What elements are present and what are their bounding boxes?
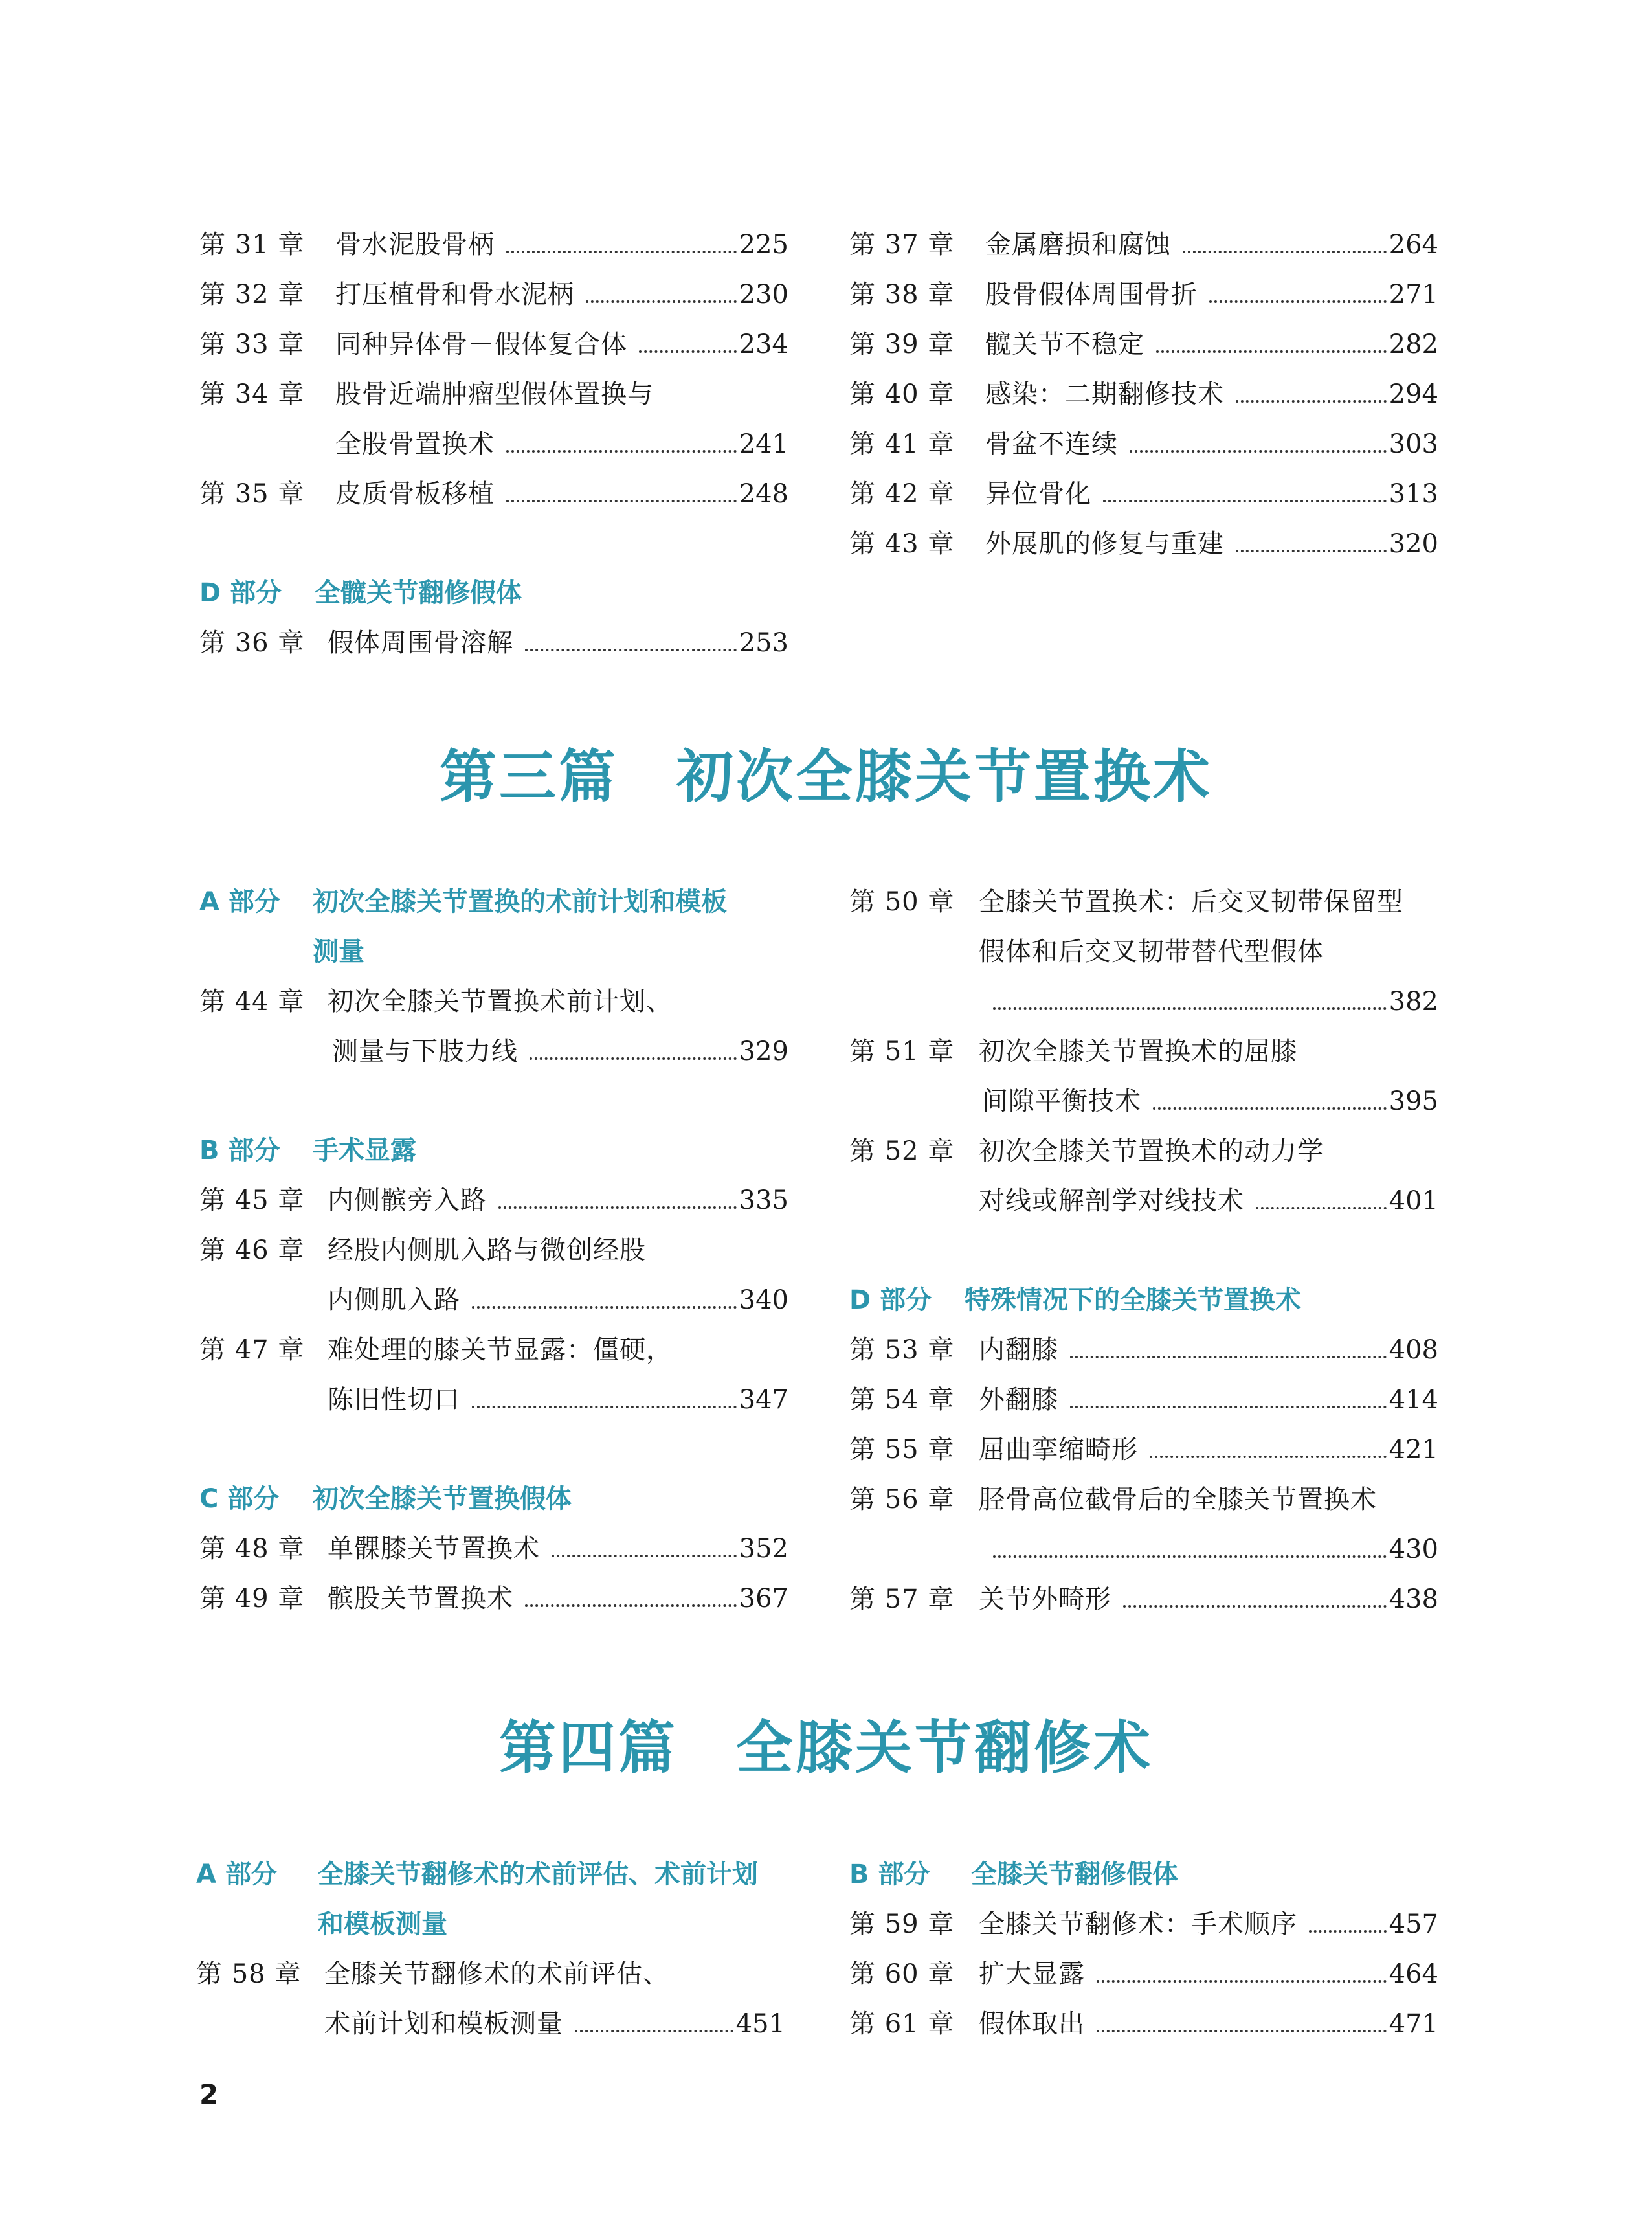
part-label: B 部分 — [199, 1136, 280, 1165]
toc-entry-continued[interactable] — [849, 977, 1438, 1027]
toc-entry[interactable] — [199, 1524, 788, 1574]
chapter-number: 第 39 章 — [849, 330, 955, 359]
chapter-title: 全膝关节置换术：后交叉韧带保留型 — [979, 887, 1403, 917]
toc-entry[interactable] — [849, 1127, 1438, 1176]
leader-dots — [506, 500, 737, 502]
part-label: B 部分 — [849, 1860, 930, 1889]
section-title: 初次全膝关节置换术 — [676, 743, 1213, 810]
page-ref: 253 — [739, 628, 788, 658]
section-number: 第三篇 — [439, 743, 618, 810]
part-label: D 部分 — [199, 578, 282, 608]
chapter-title: 关节外畸形 — [979, 1584, 1111, 1614]
chapter-title: 屈曲挛缩畸形 — [979, 1435, 1138, 1465]
page-ref: 241 — [739, 429, 788, 459]
chapter-title: 单髁膝关节置换术 — [328, 1534, 540, 1564]
sec4-left-column — [196, 1850, 785, 2049]
chapter-number: 第 37 章 — [849, 230, 955, 260]
part-heading — [849, 1276, 1438, 1325]
part-title: 全髋关节翻修假体 — [315, 578, 522, 608]
toc-entry[interactable] — [849, 1375, 1438, 1425]
part-heading-continued — [196, 1900, 785, 1950]
chapter-title: 初次全膝关节置换术前计划、 — [328, 987, 673, 1017]
leader-dots — [993, 1007, 1387, 1010]
chapter-number: 第 58 章 — [196, 1959, 302, 1989]
chapter-number: 第 40 章 — [849, 379, 955, 409]
leader-dots — [1130, 450, 1387, 453]
leader-dots — [506, 251, 737, 253]
page-ref: 438 — [1389, 1584, 1438, 1614]
chapter-title: 假体周围骨溶解 — [328, 628, 513, 658]
toc-entry-continued[interactable] — [199, 420, 788, 469]
part-title-line2: 和模板测量 — [318, 1909, 447, 1939]
page-ref: 471 — [1389, 2009, 1438, 2039]
chapter-title: 髌股关节置换术 — [328, 1584, 513, 1613]
leader-dots — [1070, 1406, 1387, 1408]
sec3-left-column — [199, 877, 788, 1624]
toc-entry[interactable] — [199, 469, 788, 519]
chapter-number: 第 47 章 — [199, 1335, 305, 1365]
page-ref: 230 — [739, 280, 788, 309]
part-heading-continued — [199, 927, 788, 977]
page-ref: 347 — [739, 1385, 788, 1415]
toc-entry[interactable] — [199, 1176, 788, 1226]
page-ref: 294 — [1389, 379, 1438, 409]
toc-entry[interactable] — [849, 370, 1438, 420]
part-heading — [199, 1126, 788, 1176]
toc-entry[interactable] — [199, 1325, 788, 1375]
page-ref: 225 — [739, 230, 788, 260]
part-title: 特殊情况下的全膝关节置换术 — [965, 1285, 1301, 1315]
chapter-title-line2: 内侧肌入路 — [328, 1285, 460, 1315]
chapter-title-line2: 术前计划和模板测量 — [324, 2009, 563, 2039]
page-ref: 451 — [735, 2009, 785, 2039]
leader-dots — [1097, 2030, 1387, 2032]
leader-dots — [530, 1057, 737, 1060]
chapter-title: 股骨假体周围骨折 — [985, 280, 1198, 309]
leader-dots — [1309, 1930, 1387, 1933]
chapter-number: 第 51 章 — [849, 1037, 955, 1066]
chapter-number: 第 46 章 — [199, 1235, 305, 1265]
toc-entry[interactable] — [199, 270, 788, 320]
chapter-number: 第 45 章 — [199, 1186, 305, 1215]
toc-entry[interactable] — [849, 469, 1438, 519]
chapter-title-line2: 间隙平衡技术 — [982, 1086, 1141, 1116]
sec3-right-column — [849, 877, 1438, 1625]
toc-entry[interactable] — [849, 1950, 1438, 1999]
page-number: 2 — [199, 2078, 219, 2110]
part-heading — [199, 877, 788, 927]
page-ref: 401 — [1389, 1186, 1438, 1216]
sec4-right-column — [849, 1850, 1438, 2049]
chapter-title: 胫骨高位截骨后的全膝关节置换术 — [979, 1485, 1377, 1514]
chapter-number: 第 60 章 — [849, 1959, 955, 1989]
chapter-number: 第 31 章 — [199, 230, 305, 260]
part-title: 初次全膝关节置换的术前计划和模板 — [313, 887, 727, 917]
toc-entry[interactable] — [199, 1574, 788, 1624]
page-ref: 320 — [1389, 529, 1438, 559]
toc-entry[interactable] — [849, 519, 1438, 569]
leader-dots — [1123, 1605, 1387, 1608]
chapter-number: 第 55 章 — [849, 1435, 955, 1465]
part-title: 全膝关节翻修假体 — [971, 1860, 1178, 1889]
chapter-title-line2: 全股骨置换术 — [335, 429, 495, 459]
page-ref: 264 — [1389, 230, 1438, 260]
chapter-title: 金属磨损和腐蚀 — [985, 230, 1171, 260]
page-ref: 382 — [1389, 987, 1438, 1017]
chapter-title: 初次全膝关节置换术的动力学 — [979, 1136, 1324, 1166]
toc-entry[interactable] — [849, 1027, 1438, 1077]
part-title: 初次全膝关节置换假体 — [313, 1484, 572, 1514]
leader-dots — [575, 2030, 733, 2032]
page-ref: 335 — [739, 1186, 788, 1215]
page-ref: 340 — [739, 1285, 788, 1315]
leader-dots — [552, 1555, 737, 1557]
toc-entry[interactable] — [849, 1325, 1438, 1375]
page-ref: 352 — [739, 1534, 788, 1564]
leader-dots — [506, 450, 737, 453]
chapter-number: 第 52 章 — [849, 1136, 955, 1166]
chapter-number: 第 49 章 — [199, 1584, 305, 1613]
toc-entry-continued[interactable] — [196, 1999, 785, 2049]
chapter-title: 骨盆不连续 — [985, 429, 1118, 459]
chapter-number: 第 38 章 — [849, 280, 955, 309]
toc-entry[interactable] — [849, 877, 1438, 927]
page-ref: 430 — [1389, 1535, 1438, 1564]
chapter-title: 同种异体骨－假体复合体 — [335, 330, 627, 359]
leader-dots — [1150, 1456, 1387, 1458]
chapter-title-line2: 假体和后交叉韧带替代型假体 — [979, 937, 1324, 967]
page-ref: 313 — [1389, 479, 1438, 509]
chapter-title: 感染：二期翻修技术 — [985, 379, 1224, 409]
toc-entry-continued[interactable] — [849, 1077, 1438, 1127]
leader-dots — [586, 300, 737, 303]
chapter-title: 假体取出 — [979, 2009, 1085, 2039]
toc-entry[interactable] — [849, 320, 1438, 370]
chapter-number: 第 36 章 — [199, 628, 305, 658]
chapter-title: 外展肌的修复与重建 — [985, 529, 1224, 559]
toc-entry[interactable] — [199, 320, 788, 370]
leader-dots — [525, 649, 737, 651]
page-ref: 329 — [739, 1037, 788, 1066]
leader-dots — [1156, 350, 1387, 353]
page-ref: 234 — [739, 330, 788, 359]
chapter-number: 第 53 章 — [849, 1335, 955, 1365]
toc-entry[interactable] — [199, 977, 788, 1027]
toc-entry[interactable] — [199, 1226, 788, 1276]
page-ref: 248 — [739, 479, 788, 509]
page-ref: 395 — [1389, 1086, 1438, 1116]
page-ref: 367 — [739, 1584, 788, 1613]
toc-entry[interactable] — [199, 220, 788, 270]
chapter-title: 外翻膝 — [979, 1385, 1058, 1415]
chapter-number: 第 34 章 — [199, 379, 305, 409]
toc-entry[interactable] — [849, 270, 1438, 320]
toc-entry[interactable] — [196, 1950, 785, 1999]
part-heading — [196, 1850, 785, 1900]
chapter-number: 第 32 章 — [199, 280, 305, 309]
leader-dots — [472, 1306, 737, 1309]
toc-entry[interactable] — [849, 1999, 1438, 2049]
chapter-title: 难处理的膝关节显露：僵硬， — [328, 1335, 673, 1365]
toc-entry[interactable] — [849, 1575, 1438, 1625]
chapter-title: 髋关节不稳定 — [985, 330, 1144, 359]
chapter-number: 第 44 章 — [199, 987, 305, 1017]
chapter-title: 全膝关节翻修术：手术顺序 — [979, 1909, 1297, 1939]
toc-entry[interactable] — [849, 1475, 1438, 1525]
page-ref: 271 — [1389, 280, 1438, 309]
chapter-number: 第 50 章 — [849, 887, 955, 917]
chapter-title-line2: 测量与下肢力线 — [332, 1037, 518, 1066]
chapter-title: 股骨近端肿瘤型假体置换与 — [335, 379, 654, 409]
toc-entry[interactable] — [849, 1900, 1438, 1950]
chapter-title: 皮质骨板移植 — [335, 479, 495, 509]
page-ref: 464 — [1389, 1959, 1438, 1989]
section-heading-part4 — [0, 1703, 1652, 1784]
leader-dots — [1183, 251, 1387, 253]
toc-entry-continued[interactable] — [199, 1375, 788, 1425]
leader-dots — [1209, 300, 1387, 303]
chapter-number: 第 57 章 — [849, 1584, 955, 1614]
page-ref: 421 — [1389, 1435, 1438, 1465]
part-heading — [849, 1850, 1438, 1900]
chapter-title: 全膝关节翻修术的术前评估、 — [324, 1959, 669, 1989]
page-ref: 408 — [1389, 1335, 1438, 1365]
chapter-title: 初次全膝关节置换术的屈膝 — [979, 1037, 1297, 1066]
part-title: 手术显露 — [313, 1136, 416, 1165]
chapter-number: 第 33 章 — [199, 330, 305, 359]
toc-entry-continued[interactable] — [849, 1176, 1438, 1226]
chapter-number: 第 35 章 — [199, 479, 305, 509]
toc-entry[interactable] — [849, 1425, 1438, 1475]
toc-entry-continued[interactable] — [849, 927, 1438, 977]
chapter-number: 第 41 章 — [849, 429, 955, 459]
part-label: C 部分 — [199, 1484, 280, 1514]
chapter-number: 第 56 章 — [849, 1485, 955, 1514]
page-ref: 457 — [1389, 1909, 1438, 1939]
part-label: A 部分 — [199, 887, 280, 917]
chapter-title-line2: 对线或解剖学对线技术 — [979, 1186, 1244, 1216]
leader-dots — [525, 1604, 737, 1607]
leader-dots — [472, 1406, 737, 1408]
leader-dots — [993, 1555, 1387, 1558]
part-title-line2: 测量 — [313, 937, 364, 967]
chapter-title: 内侧髌旁入路 — [328, 1186, 487, 1215]
leader-dots — [1097, 1980, 1387, 1983]
part-label: A 部分 — [196, 1860, 277, 1889]
part-heading — [199, 568, 788, 618]
chapter-title: 异位骨化 — [985, 479, 1091, 509]
toc-entry-continued[interactable] — [199, 1276, 788, 1325]
chapter-title: 打压植骨和骨水泥柄 — [335, 280, 574, 309]
chapter-number: 第 54 章 — [849, 1385, 955, 1415]
page-ref: 414 — [1389, 1385, 1438, 1415]
leader-dots — [1103, 500, 1387, 502]
leader-dots — [1153, 1107, 1387, 1110]
chapter-number: 第 42 章 — [849, 479, 955, 509]
toc-entry[interactable] — [199, 370, 788, 420]
chapter-title-line2: 陈旧性切口 — [328, 1385, 460, 1415]
chapter-title: 经股内侧肌入路与微创经股 — [328, 1235, 646, 1265]
toc-entry-continued[interactable] — [849, 1525, 1438, 1575]
chapter-number: 第 61 章 — [849, 2009, 955, 2039]
chapter-title: 骨水泥股骨柄 — [335, 230, 495, 260]
leader-dots — [1236, 400, 1387, 403]
leader-dots — [1070, 1356, 1387, 1358]
leader-dots — [498, 1206, 737, 1209]
page-ref: 303 — [1389, 429, 1438, 459]
part-heading — [199, 1474, 788, 1524]
chapter-number: 第 48 章 — [199, 1534, 305, 1564]
part-title: 全膝关节翻修术的术前评估、术前计划 — [318, 1860, 758, 1889]
leader-dots — [1236, 550, 1387, 552]
toc-entry[interactable] — [849, 420, 1438, 469]
part-label: D 部分 — [849, 1285, 932, 1315]
chapter-number: 第 43 章 — [849, 529, 955, 559]
section-number: 第四篇 — [498, 1714, 678, 1781]
toc-entry[interactable] — [849, 220, 1438, 270]
chapter-number: 第 59 章 — [849, 1909, 955, 1939]
sec2-left-column — [199, 220, 788, 668]
sec2-right-column — [849, 220, 1438, 569]
page-ref: 282 — [1389, 330, 1438, 359]
toc-entry[interactable] — [199, 618, 788, 668]
toc-entry-continued[interactable] — [199, 1027, 788, 1077]
chapter-title: 内翻膝 — [979, 1335, 1058, 1365]
section-heading-part3 — [0, 732, 1652, 813]
section-title: 全膝关节翻修术 — [736, 1714, 1154, 1781]
chapter-title: 扩大显露 — [979, 1959, 1085, 1989]
leader-dots — [1256, 1207, 1387, 1209]
leader-dots — [639, 350, 737, 353]
